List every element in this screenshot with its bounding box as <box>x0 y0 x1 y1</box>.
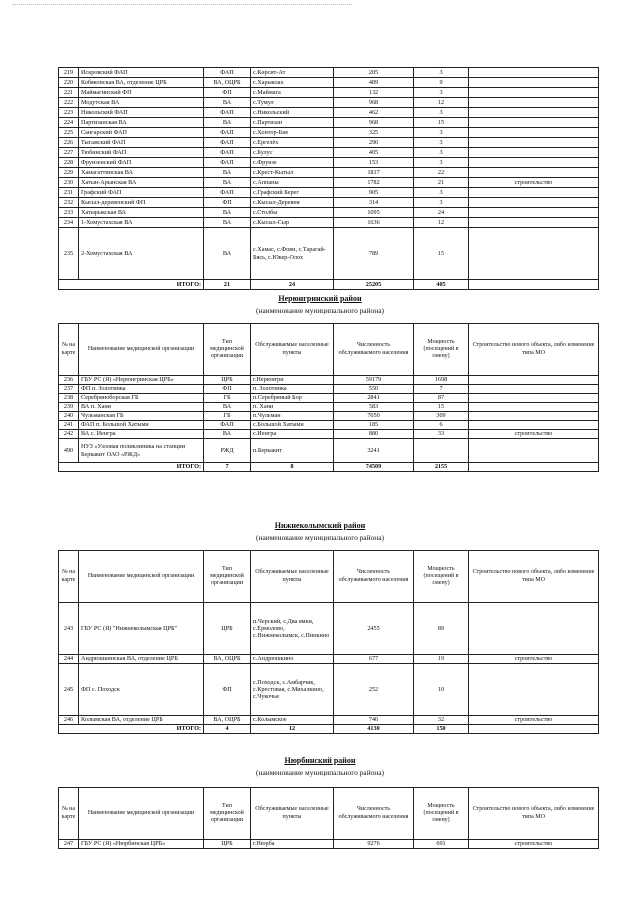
cell-name: Серебряноборская ГБ <box>79 394 204 403</box>
cell-points: п.Чульман <box>251 412 334 421</box>
cell-type: ФП <box>204 385 251 394</box>
cell-type: ВА <box>204 98 251 108</box>
cell-type: ФП <box>204 198 251 208</box>
cell-pop: 462 <box>334 108 414 118</box>
cell-type: ВА, ОЦРБ <box>204 655 251 664</box>
total-power: 405 <box>414 280 469 290</box>
cell-name: 1-Хомустахская ВА <box>79 218 204 228</box>
cell-type: ФАП <box>204 158 251 168</box>
cell-points: с.Колымское <box>251 716 334 725</box>
district-subtitle: (наименование муниципального района) <box>256 306 384 315</box>
cell-no: 241 <box>59 421 79 430</box>
cell-no: 490 <box>59 439 79 463</box>
header-build: Строительство нового объекта, либо изменение типа МО <box>469 788 599 840</box>
cell-pop: 405 <box>334 148 414 158</box>
table-row <box>59 439 599 463</box>
table-row <box>59 108 599 118</box>
cell-pop: 746 <box>334 716 414 725</box>
cell-no: 234 <box>59 218 79 228</box>
total-orgs: 7 <box>204 463 251 472</box>
cell-build <box>469 421 599 430</box>
cell-points: с.Ергелёх <box>251 138 334 148</box>
cell-build <box>469 412 599 421</box>
total-pop: 4130 <box>334 725 414 734</box>
cell-power: 22 <box>414 168 469 178</box>
cell-points: с.Никольский <box>251 108 334 118</box>
cell-points: с.Походск, с.Амбарчик, с.Крестовая, с.Михалкино, с.Чукочья <box>251 664 334 716</box>
cell-pop: 968 <box>334 118 414 128</box>
cell-build <box>469 118 599 128</box>
cell-power: 3 <box>414 138 469 148</box>
district-title: Нижнеколымский район <box>274 521 366 530</box>
cell-no: 229 <box>59 168 79 178</box>
table-row <box>59 716 599 725</box>
cell-power: 32 <box>414 716 469 725</box>
top-table <box>58 67 599 290</box>
cell-name: НУЗ «Узловая поликлиника на станции Беркакит ОАО «РЖД» <box>79 439 204 463</box>
cell-no: 247 <box>59 840 79 849</box>
table-row <box>59 421 599 430</box>
cell-no: 219 <box>59 68 79 78</box>
cell-pop: 2841 <box>334 394 414 403</box>
total-points: 12 <box>251 725 334 734</box>
cell-points: п. Золотинка <box>251 385 334 394</box>
cell-name: Хатын-Арынская ВА <box>79 178 204 188</box>
cell-pop: 59179 <box>334 376 414 385</box>
cell-name: Хамагаттинская ВА <box>79 168 204 178</box>
cell-power: 1698 <box>414 376 469 385</box>
cell-name: ВА п. Хани <box>79 403 204 412</box>
header-points: Обслуживаемые населенные пункты <box>251 551 334 603</box>
cell-points: с.Андрюшкино <box>251 655 334 664</box>
cell-type: ФАП <box>204 138 251 148</box>
cell-points: г.Нюрба <box>251 840 334 849</box>
total-empty <box>469 280 599 290</box>
header-no: № на карте <box>59 324 79 376</box>
cell-points: г.Нерюнгри <box>251 376 334 385</box>
table-row <box>59 403 599 412</box>
cell-name: Тыгажский ФАП <box>79 138 204 148</box>
cell-points: с.Көрсит-Ат <box>251 68 334 78</box>
table-row <box>59 88 599 98</box>
cell-build <box>469 198 599 208</box>
cell-build <box>469 218 599 228</box>
cell-type: ВА <box>204 228 251 280</box>
cell-name: Искровский ФАП <box>79 68 204 78</box>
cell-no: 231 <box>59 188 79 198</box>
header-pop: Численность обслуживаемого населения <box>334 788 414 840</box>
table-row <box>59 664 599 716</box>
cell-build <box>469 78 599 88</box>
table-row <box>59 128 599 138</box>
table-row <box>59 430 599 439</box>
cell-type: ВА, ОЦРБ <box>204 716 251 725</box>
cell-no: 239 <box>59 403 79 412</box>
header-power: Мощность (посещений в смену) <box>414 324 469 376</box>
table-row <box>59 394 599 403</box>
cell-build: строительство <box>469 655 599 664</box>
cell-power: 7 <box>414 385 469 394</box>
cell-pop: 153 <box>334 158 414 168</box>
header-points: Обслуживаемые населенные пункты <box>251 324 334 376</box>
cell-type: ВА <box>204 208 251 218</box>
total-label: ИТОГО: <box>59 280 204 290</box>
cell-pop: 677 <box>334 655 414 664</box>
cell-build <box>469 138 599 148</box>
cell-build: строительство <box>469 178 599 188</box>
cell-pop: 9276 <box>334 840 414 849</box>
cell-pop: 2455 <box>334 603 414 655</box>
cell-power: 21 <box>414 178 469 188</box>
cell-type: ФАП <box>204 188 251 198</box>
header-name: Наименование медицинской организации <box>79 788 204 840</box>
cell-name: Партизанская ВА <box>79 118 204 128</box>
cell-power: 15 <box>414 228 469 280</box>
table-row <box>59 168 599 178</box>
cell-name: ФАП п. Большой Хатыми <box>79 421 204 430</box>
total-points: 24 <box>251 280 334 290</box>
cell-pop: 205 <box>334 68 414 78</box>
header-no: № на карте <box>59 551 79 603</box>
cell-build <box>469 394 599 403</box>
table-row <box>59 118 599 128</box>
cell-points: с.Крест-Кытыл <box>251 168 334 178</box>
cell-power: 87 <box>414 394 469 403</box>
cell-build <box>469 376 599 385</box>
cell-type: ВА <box>204 218 251 228</box>
table-row <box>59 218 599 228</box>
cell-type: ФАП <box>204 148 251 158</box>
cell-pop: 550 <box>334 385 414 394</box>
district-subtitle: (наименование муниципального района) <box>256 768 384 777</box>
district-table <box>58 550 599 734</box>
cell-name: Кысыл-деревенский ФП <box>79 198 204 208</box>
cell-type: ФАП <box>204 68 251 78</box>
cell-no: 225 <box>59 128 79 138</box>
cell-build <box>469 188 599 198</box>
total-pop: 74509 <box>334 463 414 472</box>
cell-power: 89 <box>414 603 469 655</box>
header-type: Тип медицинской организации <box>204 551 251 603</box>
cell-no: 245 <box>59 664 79 716</box>
cell-no: 237 <box>59 385 79 394</box>
header-name: Наименование медицинской организации <box>79 551 204 603</box>
cell-points: с.Тумул <box>251 98 334 108</box>
cell-pop: 905 <box>334 188 414 198</box>
total-points: 8 <box>251 463 334 472</box>
cell-power: 3 <box>414 198 469 208</box>
cell-type: РЖД <box>204 439 251 463</box>
cell-pop: 1636 <box>334 218 414 228</box>
cell-build <box>469 603 599 655</box>
cell-pop: 968 <box>334 98 414 108</box>
cell-name: Тюбинский ФАП <box>79 148 204 158</box>
header-no: № на карте <box>59 788 79 840</box>
cell-build <box>469 664 599 716</box>
header-name: Наименование медицинской организации <box>79 324 204 376</box>
cell-no: 243 <box>59 603 79 655</box>
cell-pop: 185 <box>334 421 414 430</box>
cell-no: 224 <box>59 118 79 128</box>
cell-no: 236 <box>59 376 79 385</box>
cell-type: ВА <box>204 403 251 412</box>
total-label: ИТОГО: <box>59 725 204 734</box>
cell-points: с.Кысыл-Деревня <box>251 198 334 208</box>
table-row <box>59 68 599 78</box>
cell-no: 242 <box>59 430 79 439</box>
table-row <box>59 228 599 280</box>
header-type: Тип медицинской организации <box>204 324 251 376</box>
cell-points: с.Харыялах <box>251 78 334 88</box>
table-row <box>59 178 599 188</box>
cell-type: ВА <box>204 178 251 188</box>
cell-no: 235 <box>59 228 79 280</box>
cell-name: Графский ФАП <box>79 188 204 198</box>
table-row <box>59 158 599 168</box>
cell-points: с.Фрунзе <box>251 158 334 168</box>
cell-name: Маймагинский ФП <box>79 88 204 98</box>
cell-no: 222 <box>59 98 79 108</box>
cell-name: Фрунзенский ФАП <box>79 158 204 168</box>
header-type: Тип медицинской организации <box>204 788 251 840</box>
cell-power: 15 <box>414 403 469 412</box>
cell-build <box>469 148 599 158</box>
cell-name: Сангарский ФАП <box>79 128 204 138</box>
header-pop: Численность обслуживаемого населения <box>334 324 414 376</box>
cell-type: ЦРБ <box>204 376 251 385</box>
total-row <box>59 463 599 472</box>
cell-no: 240 <box>59 412 79 421</box>
cell-points: с.Хамас, с.Фовн, с.Тарагай-Бясь, с.Юкер-Олох <box>251 228 334 280</box>
total-empty <box>469 725 599 734</box>
total-pop: 25205 <box>334 280 414 290</box>
cell-build <box>469 228 599 280</box>
table-row <box>59 188 599 198</box>
district-table <box>58 323 599 472</box>
cell-points: п.Серебряный Бор <box>251 394 334 403</box>
cell-type: ЦРБ <box>204 603 251 655</box>
cell-type: ФП <box>204 88 251 98</box>
cell-power: 12 <box>414 98 469 108</box>
cell-power: 3 <box>414 88 469 98</box>
header-build: Строительство нового объекта, либо изменение типа МО <box>469 551 599 603</box>
total-empty <box>469 463 599 472</box>
cell-name: Кобяконская ВА, отделение ЦРБ <box>79 78 204 88</box>
cell-build <box>469 108 599 118</box>
cell-points: п. Хани <box>251 403 334 412</box>
cell-name: Андрюшкинская ВА, отделение ЦРБ <box>79 655 204 664</box>
cell-power: 691 <box>414 840 469 849</box>
cell-name: ФП п. Золотинка <box>79 385 204 394</box>
district-title: Нерюнгринский район <box>278 294 362 303</box>
cell-type: ГБ <box>204 412 251 421</box>
table-row <box>59 655 599 664</box>
cell-build: строительство <box>469 840 599 849</box>
table-row <box>59 78 599 88</box>
cell-name: ГБУ РС (Я) «Нюрбинская ЦРБ» <box>79 840 204 849</box>
cell-build <box>469 168 599 178</box>
cell-power: 33 <box>414 430 469 439</box>
cell-power: 3 <box>414 108 469 118</box>
cell-power: 9 <box>414 78 469 88</box>
header-pop: Численность обслуживаемого населения <box>334 551 414 603</box>
cell-pop: 132 <box>334 88 414 98</box>
scan-artifact-line <box>12 4 352 6</box>
cell-points: п.Беркакит <box>251 439 334 463</box>
cell-name: ВА с. Иенгра <box>79 430 204 439</box>
district-table <box>58 787 599 849</box>
cell-points: с.Аппаны <box>251 178 334 188</box>
cell-power: 19 <box>414 655 469 664</box>
total-power: 2155 <box>414 463 469 472</box>
cell-points: с.Графский Берег <box>251 188 334 198</box>
cell-name: ГБУ РС (Я) "Нижнеколымская ЦРБ" <box>79 603 204 655</box>
cell-name: ФП с. Походск <box>79 664 204 716</box>
cell-build <box>469 385 599 394</box>
cell-type: ВА <box>204 430 251 439</box>
cell-power: 3 <box>414 148 469 158</box>
cell-no: 223 <box>59 108 79 118</box>
cell-power <box>414 439 469 463</box>
cell-type: ЦРБ <box>204 840 251 849</box>
header-points: Обслуживаемые населенные пункты <box>251 788 334 840</box>
table-row <box>59 98 599 108</box>
cell-type: ВА <box>204 118 251 128</box>
cell-type: ФП <box>204 664 251 716</box>
cell-name: Хатырыкская ВА <box>79 208 204 218</box>
cell-build <box>469 403 599 412</box>
cell-no: 246 <box>59 716 79 725</box>
cell-name: Чульманская ГБ <box>79 412 204 421</box>
cell-build <box>469 128 599 138</box>
cell-power: 24 <box>414 208 469 218</box>
header-power: Мощность (посещений в смену) <box>414 788 469 840</box>
cell-points: с.Кысыл-Сыр <box>251 218 334 228</box>
district-subtitle: (наименование муниципального района) <box>256 533 384 542</box>
table-row <box>59 840 599 849</box>
cell-pop: 325 <box>334 128 414 138</box>
cell-power: 3 <box>414 158 469 168</box>
cell-type: ФАП <box>204 421 251 430</box>
table-header-row <box>59 324 599 376</box>
cell-build <box>469 68 599 78</box>
cell-power: 3 <box>414 68 469 78</box>
cell-build <box>469 88 599 98</box>
cell-build <box>469 208 599 218</box>
table-header-row <box>59 788 599 840</box>
cell-pop: 583 <box>334 403 414 412</box>
cell-power: 12 <box>414 218 469 228</box>
cell-type: ВА <box>204 168 251 178</box>
table-row <box>59 376 599 385</box>
cell-points: п.Черский, с.Два ямки, с.Ермолово, с.Нижнеколымск, с.Пинкино <box>251 603 334 655</box>
cell-no: 227 <box>59 148 79 158</box>
cell-no: 238 <box>59 394 79 403</box>
cell-pop: 252 <box>334 664 414 716</box>
total-orgs: 4 <box>204 725 251 734</box>
total-orgs: 21 <box>204 280 251 290</box>
cell-pop: 1782 <box>334 178 414 188</box>
cell-pop: 880 <box>334 430 414 439</box>
table-row <box>59 208 599 218</box>
cell-name: Никольский ФАП <box>79 108 204 118</box>
cell-points: с.Хонтор-Бие <box>251 128 334 138</box>
cell-power: 3 <box>414 128 469 138</box>
cell-name: ГБУ РС (Я) «Нерюнгринская ЦРБ» <box>79 376 204 385</box>
cell-pop: 789 <box>334 228 414 280</box>
cell-points: с.Маймага <box>251 88 334 98</box>
cell-type: ВА, ОЦРБ <box>204 78 251 88</box>
cell-no: 233 <box>59 208 79 218</box>
table-row <box>59 412 599 421</box>
cell-no: 244 <box>59 655 79 664</box>
table-header-row <box>59 551 599 603</box>
cell-pop: 314 <box>334 198 414 208</box>
cell-name: 2-Хомустахская ВА <box>79 228 204 280</box>
cell-no: 221 <box>59 88 79 98</box>
cell-pop: 290 <box>334 138 414 148</box>
table-row <box>59 138 599 148</box>
district-title: Нюрбинский район <box>284 756 356 765</box>
cell-points: с.Большой Хатыми <box>251 421 334 430</box>
cell-points: с.Столбы <box>251 208 334 218</box>
table-row <box>59 385 599 394</box>
cell-pop: 7050 <box>334 412 414 421</box>
cell-name: Колымская ВА, отделение ЦРБ <box>79 716 204 725</box>
cell-type: ФАП <box>204 108 251 118</box>
total-row <box>59 725 599 734</box>
cell-power: 6 <box>414 421 469 430</box>
cell-build: строительство <box>469 430 599 439</box>
cell-pop: 3241 <box>334 439 414 463</box>
cell-pop: 1095 <box>334 208 414 218</box>
cell-power: 10 <box>414 664 469 716</box>
cell-no: 230 <box>59 178 79 188</box>
header-power: Мощность (посещений в смену) <box>414 551 469 603</box>
header-build: Строительство нового объекта, либо изменение типа МО <box>469 324 599 376</box>
table-row <box>59 148 599 158</box>
cell-no: 226 <box>59 138 79 148</box>
cell-no: 220 <box>59 78 79 88</box>
table-row <box>59 603 599 655</box>
cell-type: ГБ <box>204 394 251 403</box>
cell-type: ФАП <box>204 128 251 138</box>
total-power: 150 <box>414 725 469 734</box>
cell-pop: 1817 <box>334 168 414 178</box>
cell-power: 309 <box>414 412 469 421</box>
cell-power: 3 <box>414 188 469 198</box>
cell-build: строительство <box>469 716 599 725</box>
cell-points: с.Булус <box>251 148 334 158</box>
total-label: ИТОГО: <box>59 463 204 472</box>
table-row <box>59 198 599 208</box>
cell-name: Модутская ВА <box>79 98 204 108</box>
cell-build <box>469 98 599 108</box>
cell-no: 232 <box>59 198 79 208</box>
cell-power: 15 <box>414 118 469 128</box>
cell-no: 228 <box>59 158 79 168</box>
cell-build <box>469 439 599 463</box>
cell-pop: 489 <box>334 78 414 88</box>
cell-build <box>469 158 599 168</box>
cell-points: с.Партизан <box>251 118 334 128</box>
cell-points: с.Иенгра <box>251 430 334 439</box>
total-row <box>59 280 599 290</box>
